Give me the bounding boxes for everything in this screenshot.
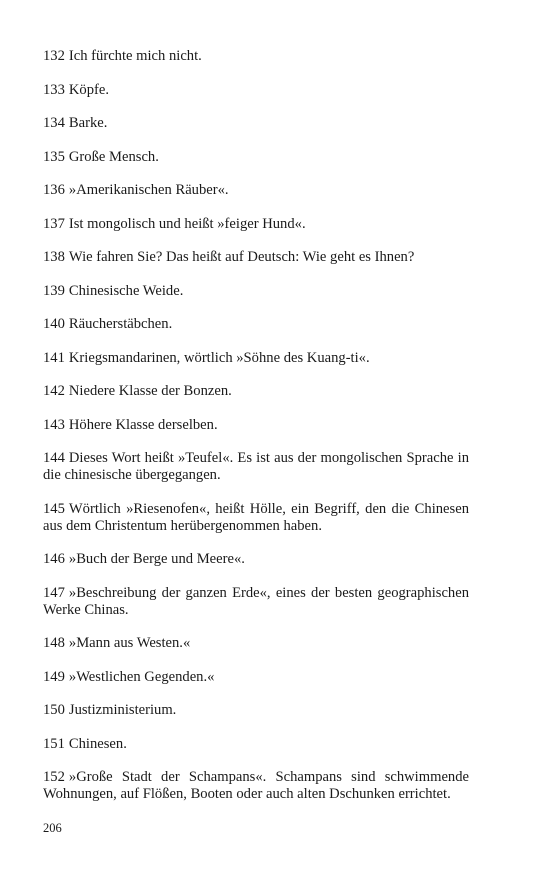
footnote-number: 140	[43, 316, 65, 332]
footnote-number: 137	[43, 215, 65, 232]
footnote	[43, 702, 469, 719]
footnote	[43, 249, 469, 266]
footnote	[43, 316, 469, 333]
footnote-number: 132	[43, 48, 65, 64]
footnote-text: Chinesen.	[68, 735, 127, 752]
footnote-text: Niedere Klasse der Bonzen.	[68, 383, 232, 399]
footnote-number: 139	[43, 282, 65, 299]
footnote-text: Höhere Klasse derselben.	[68, 416, 218, 433]
footnote	[43, 283, 469, 300]
footnote-text: Räucherstäbchen.	[68, 316, 173, 332]
footnote-text: Dieses Wort heißt »Teufel«. Es ist aus der mongolischen Sprache in die chinesische übergegangen.	[43, 450, 469, 483]
footnote	[43, 417, 469, 434]
footnote	[43, 501, 469, 535]
footnote-number: 149	[43, 668, 65, 685]
footnote-number: 145	[43, 500, 65, 517]
footnote-number: 136	[43, 182, 65, 198]
footnote	[43, 149, 469, 166]
footnote-text: Chinesische Weide.	[68, 282, 184, 299]
footnote	[43, 585, 469, 619]
footnote	[43, 350, 469, 367]
footnote-text: »Große Stadt der Schampans«. Schampans sind schwimmende Wohnungen, auf Flößen, Booten oder auch alten Dschunken errichtet.	[43, 769, 469, 802]
footnote-text: »Beschreibung der ganzen Erde«, eines der besten geographischen Werke Chinas.	[43, 584, 469, 618]
footnote	[43, 216, 469, 233]
footnotes-list	[43, 48, 469, 820]
footnote-text: »Buch der Berge und Meere«.	[68, 551, 245, 567]
footnote	[43, 635, 469, 652]
footnote-text: Große Mensch.	[68, 148, 159, 165]
footnote-number: 150	[43, 702, 65, 718]
footnote	[43, 115, 469, 132]
footnote-number: 134	[43, 115, 65, 131]
footnote-number: 147	[43, 584, 65, 601]
footnote-number: 143	[43, 416, 65, 433]
footnote	[43, 769, 469, 803]
footnote-number: 141	[43, 349, 65, 366]
page-number: 206	[43, 821, 62, 835]
footnote-text: Justizministerium.	[68, 702, 177, 718]
footnote-text: »Westlichen Gegenden.«	[68, 668, 215, 685]
footnote-text: Köpfe.	[68, 81, 110, 98]
footnote-text: Wörtlich »Riesenofen«, heißt Hölle, ein Begriff, den die Chinesen aus dem Christentum herübergenommen haben.	[43, 500, 469, 534]
footnote-number: 152	[43, 769, 65, 785]
footnote	[43, 48, 469, 65]
footnote-number: 151	[43, 735, 65, 752]
footnote	[43, 669, 469, 686]
footnote-text: »Mann aus Westen.«	[68, 635, 191, 651]
footnote	[43, 82, 469, 99]
footnote-number: 142	[43, 383, 65, 399]
footnote-number: 133	[43, 81, 65, 98]
footnote	[43, 736, 469, 753]
footnote-text: Barke.	[68, 115, 108, 131]
footnote-number: 135	[43, 148, 65, 165]
footnote-text: Ist mongolisch und heißt »feiger Hund«.	[68, 215, 306, 232]
footnote-number: 148	[43, 635, 65, 651]
footnote	[43, 551, 469, 568]
footnote-text: Ich fürchte mich nicht.	[68, 48, 202, 64]
footnote	[43, 450, 469, 484]
footnote	[43, 383, 469, 400]
footnote-text: Kriegsmandarinen, wörtlich »Söhne des Kuang-ti«.	[68, 349, 370, 366]
footnote	[43, 182, 469, 199]
footnote-number: 138	[43, 249, 65, 265]
footnote-number: 146	[43, 551, 65, 567]
footnote-text: Wie fahren Sie? Das heißt auf Deutsch: Wie geht es Ihnen?	[68, 249, 415, 265]
footnote-number: 144	[43, 450, 65, 466]
footnote-text: »Amerikanischen Räuber«.	[68, 182, 229, 198]
